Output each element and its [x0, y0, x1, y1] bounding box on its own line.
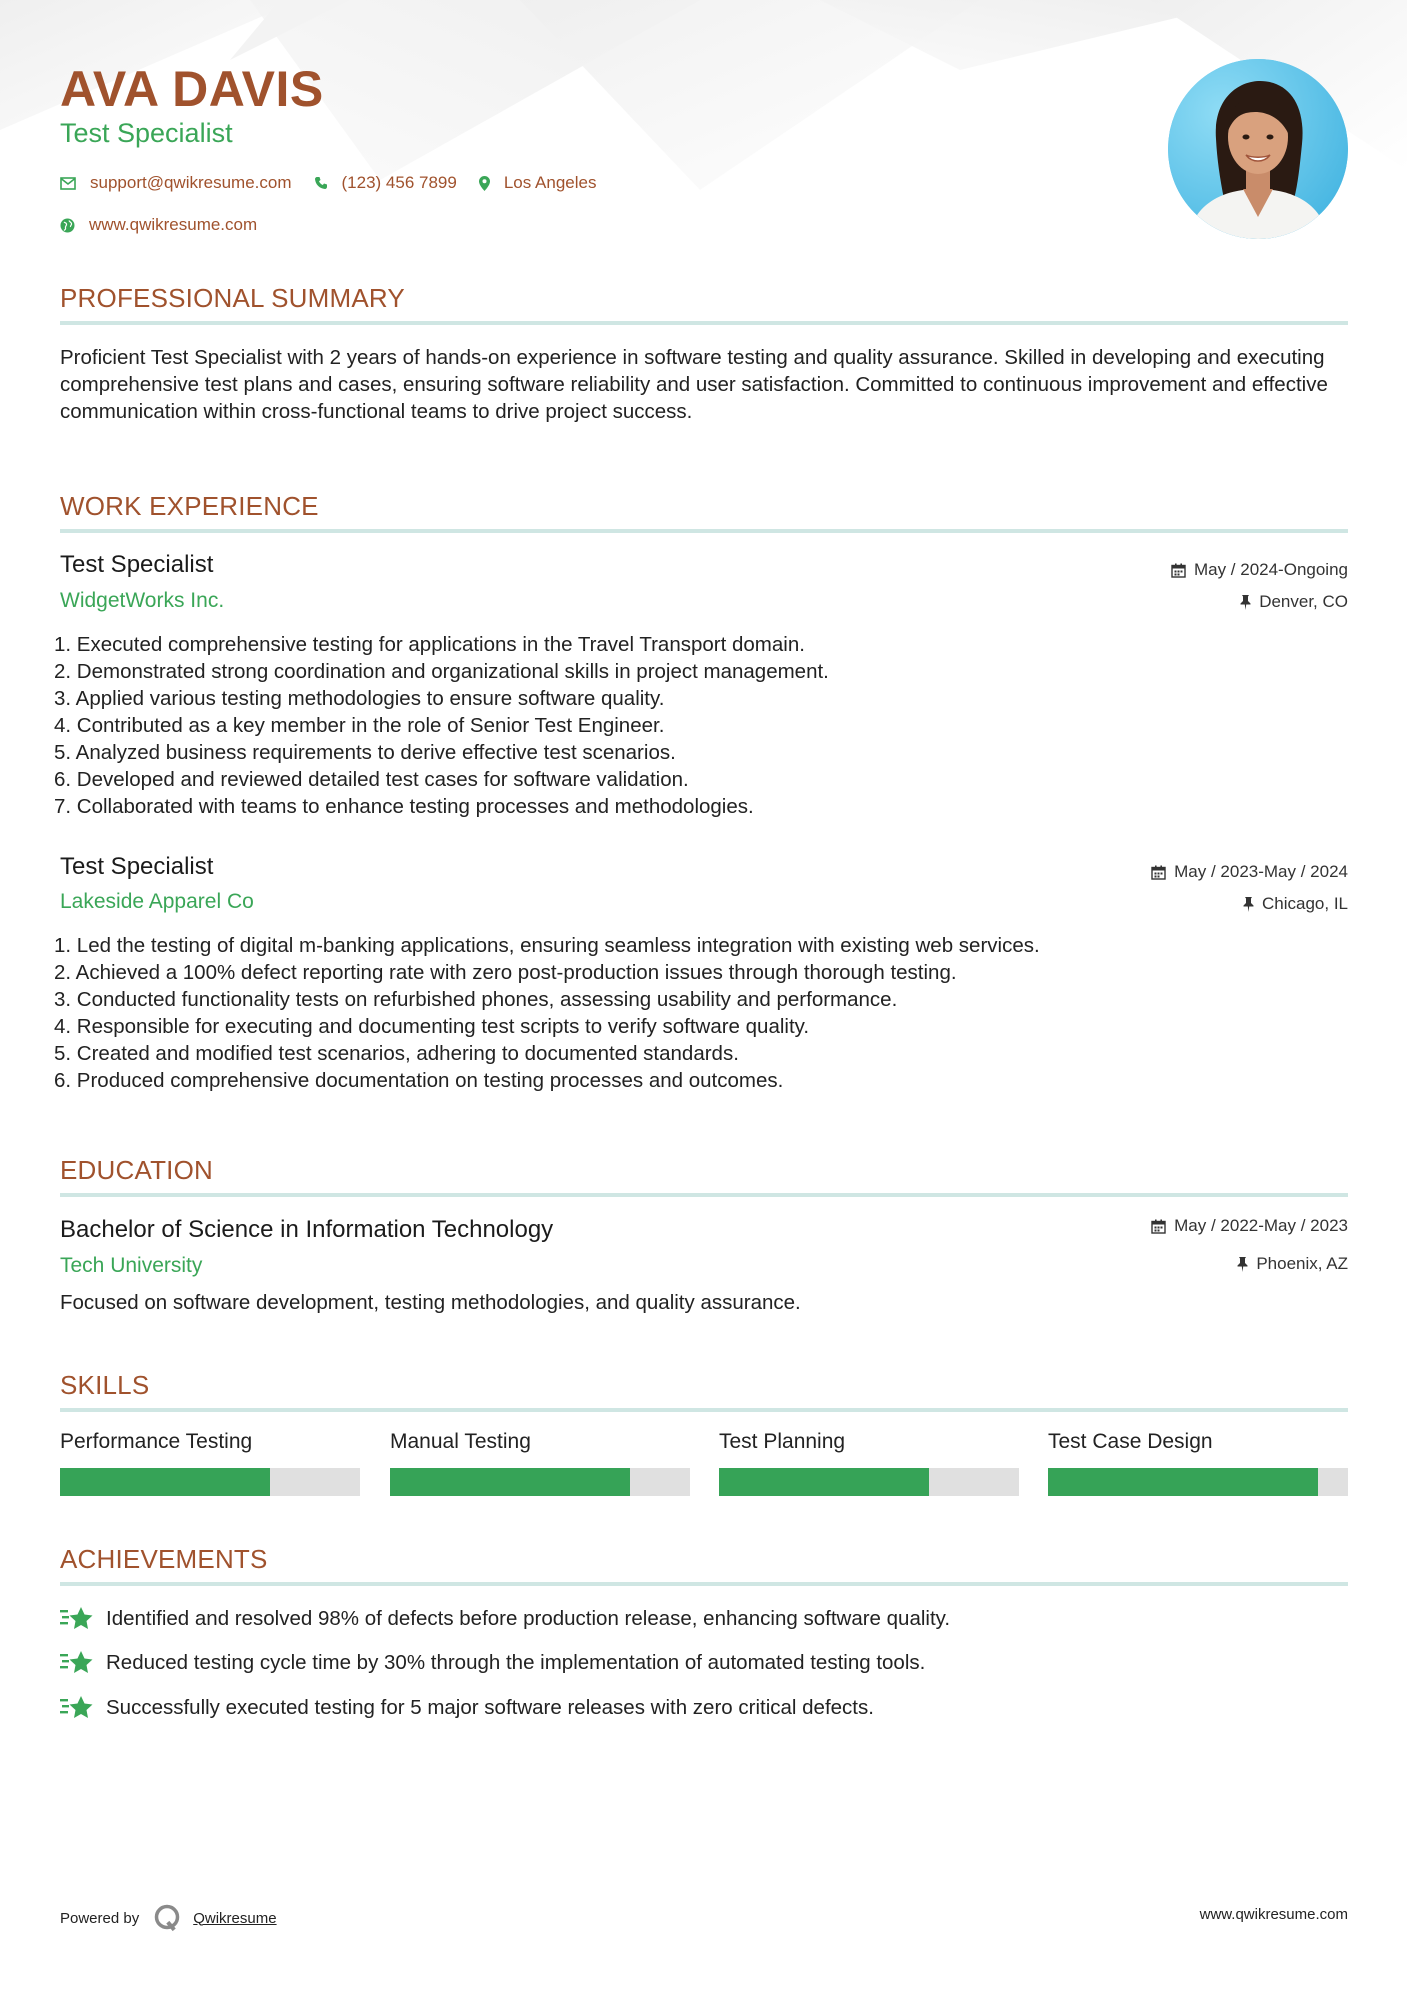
education-degree: Bachelor of Science in Information Technology	[60, 1216, 554, 1243]
skill-bar-fill	[719, 1468, 929, 1496]
skill-item	[719, 1430, 1019, 1454]
powered-by-label: Powered by	[60, 1909, 140, 1927]
education-description: Focused on software development, testing methodologies, and quality assurance.	[60, 1291, 801, 1314]
list-item: 2. Demonstrated strong coordination and organizational skills in project management.	[54, 660, 829, 683]
list-item: 1. Executed comprehensive testing for applications in the Travel Transport domain.	[54, 633, 805, 656]
map-marker-icon	[479, 176, 490, 191]
job-title: Test Specialist	[60, 551, 214, 578]
calendar-icon	[1151, 865, 1166, 880]
education-dates	[1151, 1216, 1348, 1236]
contact-row	[60, 173, 618, 193]
contact-email[interactable]	[60, 173, 292, 193]
section-title-achievements: ACHIEVEMENTS	[60, 1544, 268, 1574]
achievement-item	[60, 1650, 925, 1676]
calendar-icon	[1171, 563, 1186, 578]
dates-text: May / 2023-May / 2024	[1174, 862, 1348, 881]
dates-text: May / 2022-May / 2023	[1174, 1216, 1348, 1235]
section-title-education: EDUCATION	[60, 1155, 213, 1185]
star-icon	[60, 1606, 94, 1632]
list-item: 6. Produced comprehensive documentation on testing processes and outcomes.	[54, 1069, 784, 1092]
section-divider	[60, 1408, 1348, 1412]
section-title-experience: WORK EXPERIENCE	[60, 491, 319, 521]
website-text: www.qwikresume.com	[89, 215, 258, 234]
summary-text: Proficient Test Specialist with 2 years of hands-on experience in software testing and quality assurance. Skilled in developing and executing comprehensive test plans and cases, ensuring software reliability and user satisfaction. Committed to continuous improvement and effective communication within cross-functional teams to drive project success.	[60, 346, 1328, 423]
contact-row-website	[60, 215, 279, 235]
location-text: Los Angeles	[503, 173, 597, 192]
achievement-text: Successfully executed testing for 5 major software releases with zero critical defects.	[106, 1696, 874, 1719]
section-divider	[60, 1193, 1348, 1197]
list-item: 4. Contributed as a key member in the role of Senior Test Engineer.	[54, 714, 665, 737]
location-text: Denver, CO	[1259, 592, 1348, 611]
star-icon	[60, 1650, 94, 1676]
skill-item	[1048, 1430, 1348, 1454]
skill-label: Manual Testing	[390, 1430, 531, 1453]
calendar-icon	[1151, 1219, 1166, 1234]
job-bullets	[54, 932, 1348, 1094]
skill-label: Performance Testing	[60, 1430, 253, 1453]
list-item: 4. Responsible for executing and documenting test scripts to verify software quality.	[54, 1015, 810, 1038]
skill-item	[390, 1430, 690, 1454]
achievement-text: Reduced testing cycle time by 30% through the implementation of automated testing tools.	[106, 1651, 926, 1674]
achievement-item	[60, 1606, 950, 1632]
list-item: 2. Achieved a 100% defect reporting rate with zero post-production issues through thorough testing.	[54, 961, 957, 984]
avatar	[1168, 59, 1348, 239]
job-location	[1240, 592, 1348, 612]
skill-bar-track	[719, 1468, 1019, 1496]
skill-bar-fill	[390, 1468, 630, 1496]
list-item: 5. Created and modified test scenarios, adhering to documented standards.	[54, 1042, 739, 1065]
skill-bar-track	[390, 1468, 690, 1496]
list-item: 3. Conducted functionality tests on refurbished phones, assessing usability and performance.	[54, 988, 898, 1011]
job-title: Test Specialist	[60, 853, 214, 880]
skill-bar-fill	[60, 1468, 270, 1496]
section-title-skills: SKILLS	[60, 1370, 150, 1400]
list-item: 5. Analyzed business requirements to derive effective test scenarios.	[54, 741, 676, 764]
contact-website[interactable]	[60, 215, 257, 235]
location-text: Chicago, IL	[1262, 894, 1348, 913]
globe-icon	[60, 218, 75, 233]
achievement-text: Identified and resolved 98% of defects before production release, enhancing software quality.	[106, 1607, 951, 1630]
dates-text: May / 2024-Ongoing	[1193, 560, 1348, 579]
section-divider	[60, 1582, 1348, 1586]
phone-text: (123) 456 7899	[341, 173, 457, 192]
education-location	[1237, 1254, 1348, 1274]
list-item: 1. Led the testing of digital m-banking applications, ensuring seamless integration with existing web services.	[54, 934, 1040, 957]
skill-label: Test Planning	[719, 1430, 846, 1453]
pushpin-icon	[1237, 1257, 1248, 1272]
skill-item	[60, 1430, 360, 1454]
achievement-item	[60, 1695, 874, 1721]
location-text: Phoenix, AZ	[1256, 1254, 1348, 1273]
candidate-role: Test Specialist	[60, 118, 233, 148]
footer-powered-by	[60, 1903, 277, 1933]
star-icon	[60, 1695, 94, 1721]
skill-bar-track	[60, 1468, 360, 1496]
contact-location	[479, 173, 597, 193]
footer-website-link[interactable]: www.qwikresume.com	[1199, 1906, 1348, 1923]
skill-bar-track	[1048, 1468, 1348, 1496]
footer-brand-link[interactable]: Qwikresume	[193, 1909, 277, 1927]
job-company: Lakeside Apparel Co	[60, 890, 254, 913]
section-divider	[60, 321, 1348, 325]
email-text: support@qwikresume.com	[90, 173, 292, 192]
candidate-name: AVA DAVIS	[60, 61, 324, 117]
education-school: Tech University	[60, 1254, 203, 1277]
list-item: 3. Applied various testing methodologies to ensure software quality.	[54, 687, 665, 710]
qwikresume-logo-icon	[153, 1903, 183, 1933]
job-company: WidgetWorks Inc.	[60, 589, 225, 612]
list-item: 6. Developed and reviewed detailed test cases for software validation.	[54, 768, 689, 791]
pushpin-icon	[1240, 595, 1251, 610]
phone-icon	[314, 176, 328, 190]
pushpin-icon	[1243, 897, 1254, 912]
skill-label: Test Case Design	[1048, 1430, 1213, 1453]
section-title-summary: PROFESSIONAL SUMMARY	[60, 283, 405, 313]
section-divider	[60, 529, 1348, 533]
skill-bar-fill	[1048, 1468, 1318, 1496]
list-item: 7. Collaborated with teams to enhance testing processes and methodologies.	[54, 795, 754, 818]
job-bullets	[54, 631, 1348, 820]
job-dates	[1151, 862, 1348, 882]
contact-phone[interactable]	[314, 173, 457, 193]
avatar-portrait-icon	[1168, 59, 1348, 239]
envelope-icon	[60, 177, 76, 190]
job-dates	[1171, 560, 1348, 580]
job-location	[1243, 894, 1348, 914]
